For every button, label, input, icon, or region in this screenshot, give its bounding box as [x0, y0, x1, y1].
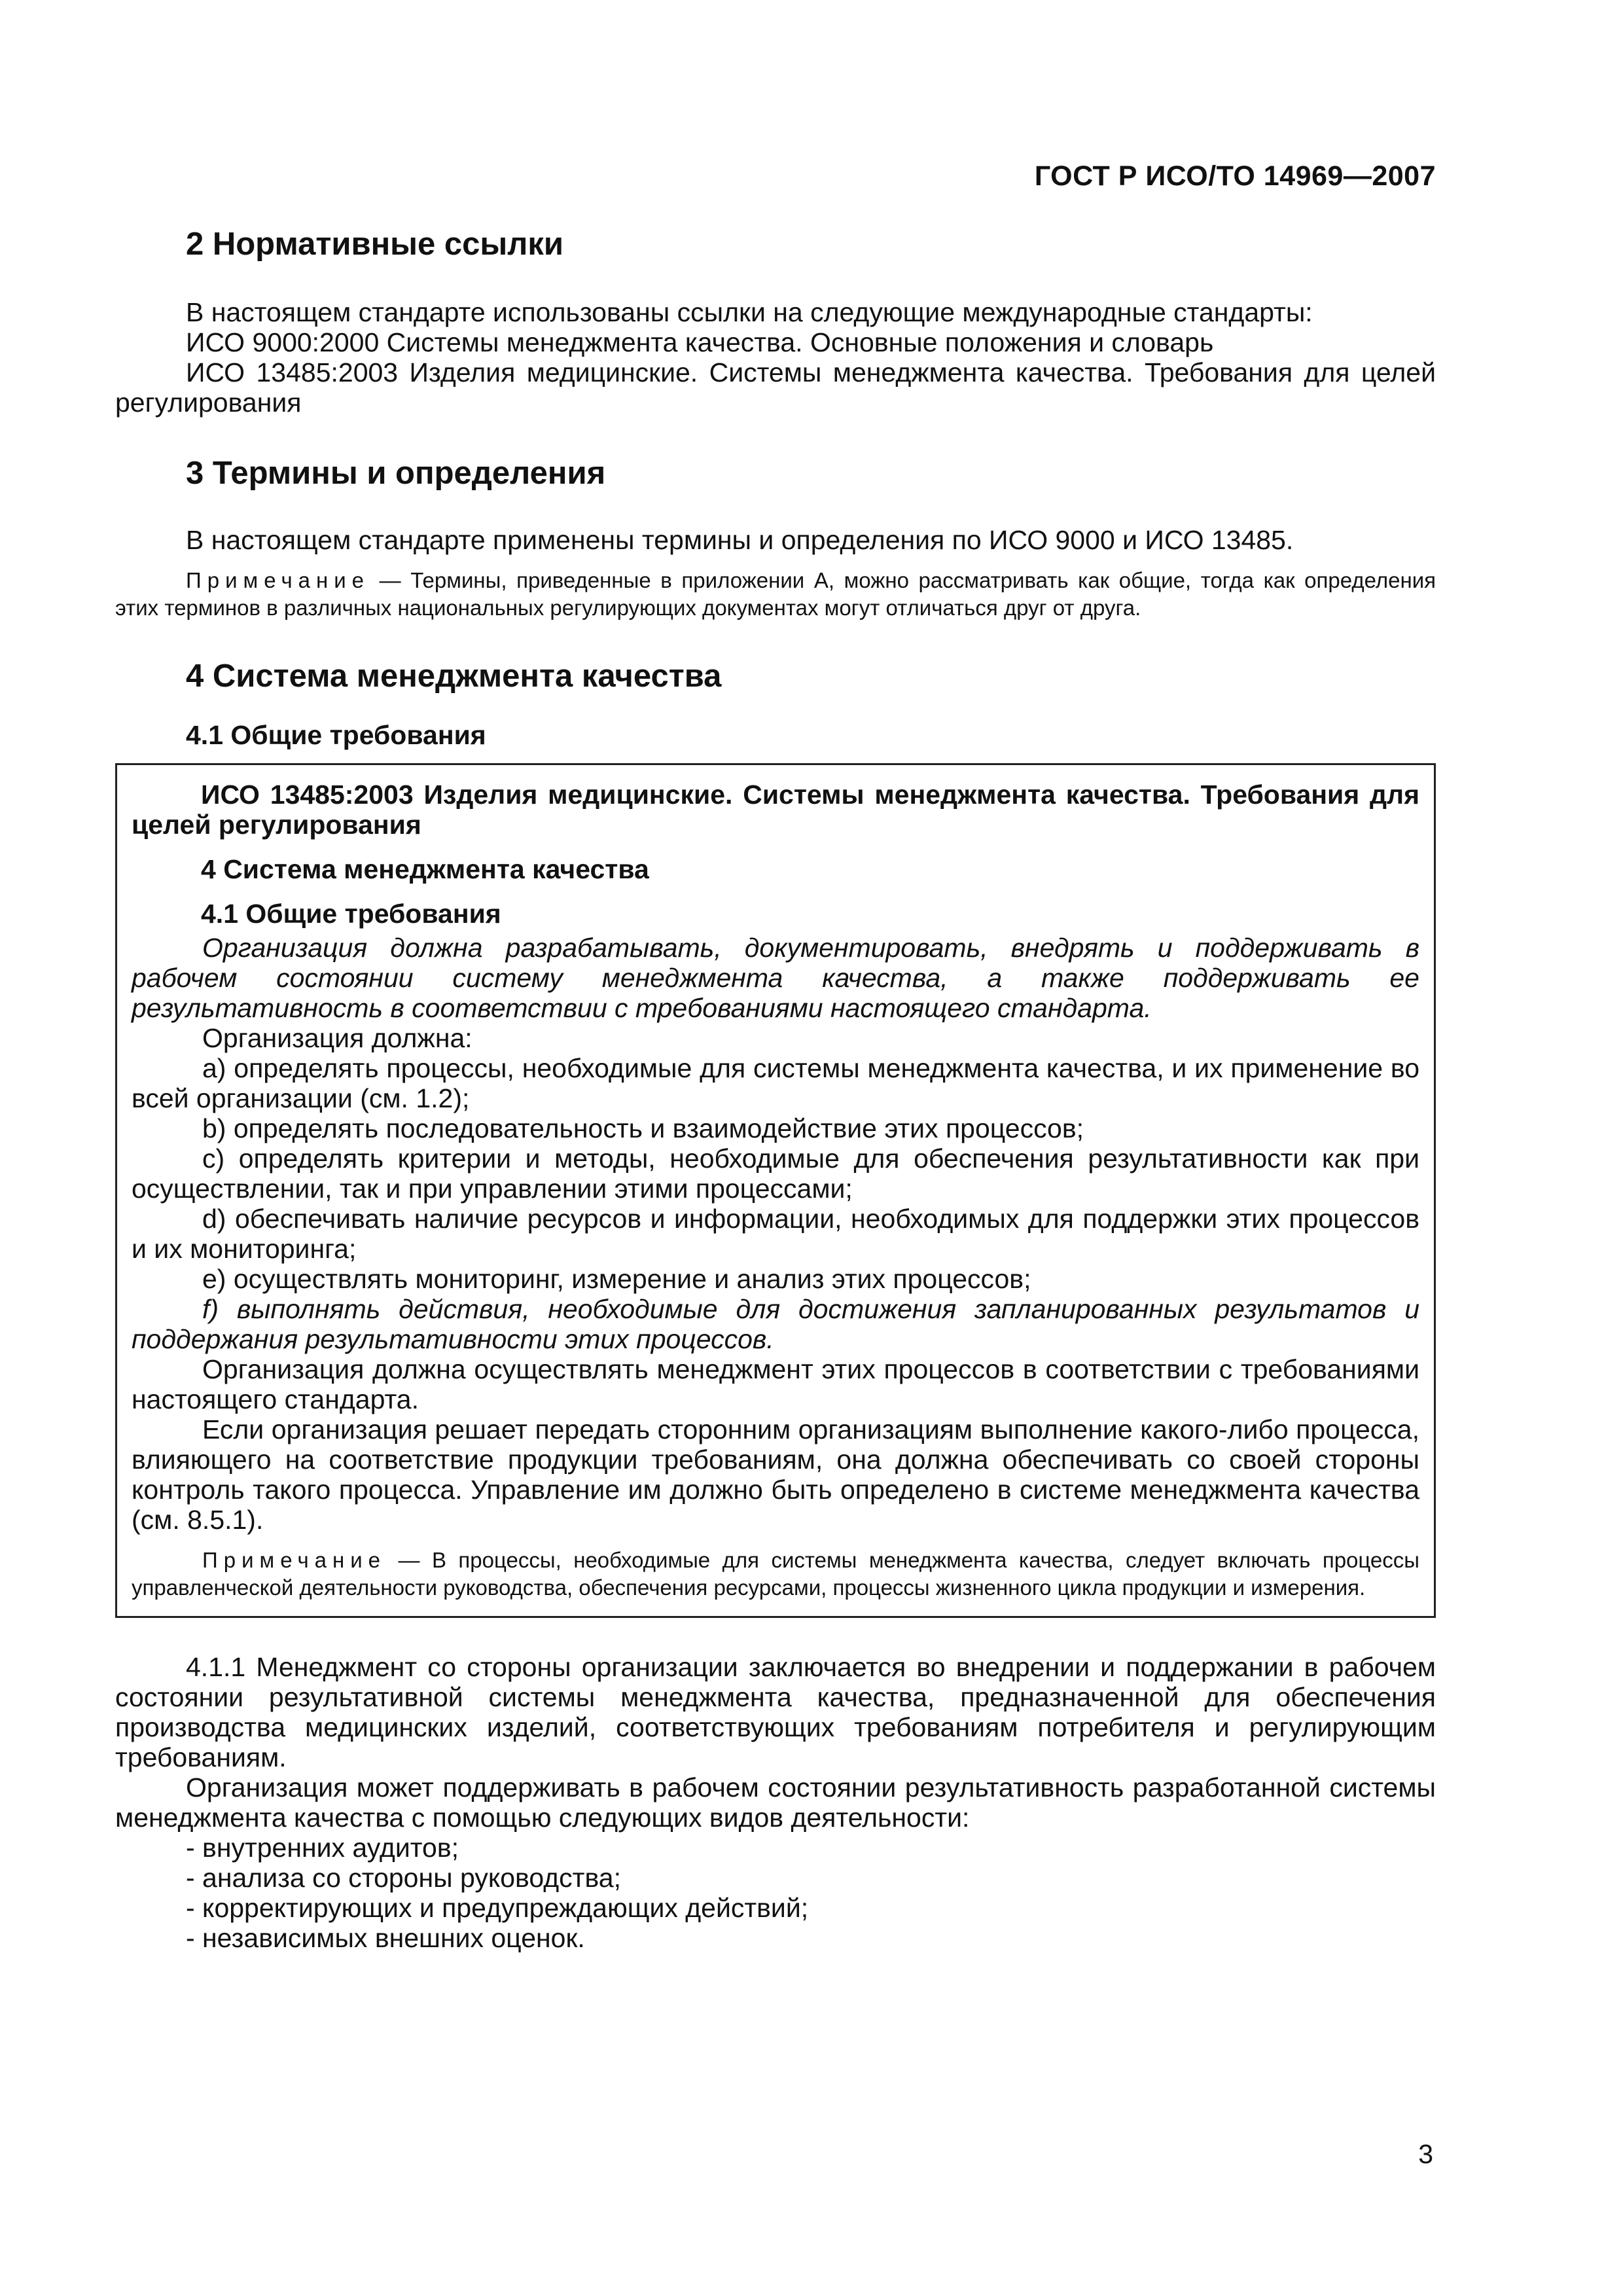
box-item: a) определять процессы, необходимые для системы менеджмента качества, и их применение во всей организации (см. 1.2); — [132, 1053, 1419, 1113]
section-4-1-title: 4.1 Общие требования — [186, 720, 486, 750]
section-2-line: В настоящем стандарте использованы ссылки на следующие международные стандарты: — [186, 297, 1313, 327]
section-3-note — [115, 567, 1436, 622]
page-number: 3 — [1418, 2139, 1433, 2169]
box-must: Организация должна: — [202, 1023, 473, 1053]
box-item: d) обеспечивать наличие ресурсов и информации, необходимых для поддержки этих процессов и их мониторинга; — [132, 1204, 1419, 1264]
box-heading-4: 4 Система менеджмента качества — [201, 854, 649, 884]
box-heading-4-1: 4.1 Общие требования — [201, 899, 501, 929]
section-2-line: ИСО 13485:2003 Изделия медицинские. Системы менеджмента качества. Требования для целей регулирования — [115, 357, 1436, 418]
note-text: — Термины, приведенные в приложении А, можно рассматривать как общие, тогда как определения этих терминов в различных национальных регулирующих документах могут отличаться друг от друга. — [115, 568, 1436, 620]
note-label: Примечание — [186, 568, 370, 592]
section-2-line: ИСО 9000:2000 Системы менеджмента качества. Основные положения и словарь — [186, 327, 1214, 357]
section-4-title: 4 Система менеджмента качества — [186, 658, 722, 694]
note-text: — В процессы, необходимые для системы менеджмента качества, следует включать процессы управленческой деятельности руководства, обеспечения ресурсами, процессы жизненного цикла продукции и измерения. — [132, 1548, 1419, 1600]
box-item: e) осуществлять мониторинг, измерение и анализ этих процессов; — [202, 1264, 1031, 1294]
list-item: - внутренних аудитов; — [186, 1833, 459, 1863]
box-item-f: f) выполнять действия, необходимые для достижения запланированных результатов и поддержания результативности этих процессов. — [132, 1294, 1419, 1354]
section-4-1-1-para: 4.1.1 Менеджмент со стороны организации заключается во внедрении и поддержании в рабочем состоянии результативной системы менеджмента качества, предназначенной для обеспечения производства медицинских изделий, соответствующих требованиям потребителя и регулирующим требованиям. — [115, 1652, 1436, 1772]
section-2-title: 2 Нормативные ссылки — [186, 226, 563, 262]
box-paragraph: Организация должна осуществлять менеджмент этих процессов в соответствии с требованиями настоящего стандарта. — [132, 1354, 1419, 1414]
section-3-title: 3 Термины и определения — [186, 456, 606, 491]
document-header-id: ГОСТ Р ИСО/ТО 14969—2007 — [1034, 160, 1436, 192]
box-paragraph: Если организация решает передать сторонним организациям выполнение какого-либо процесса, влияющего на соответствие продукции требованиям, она должна обеспечивать со своей стороны контроль такого процесса. Управление им должно быть определено в системе менеджмента качества (см. 8.5.1). — [132, 1414, 1419, 1535]
list-item: - независимых внешних оценок. — [186, 1923, 585, 1953]
box-title: ИСО 13485:2003 Изделия медицинские. Системы менеджмента качества. Требования для целей регулирования — [132, 780, 1419, 840]
section-4-1-1-para: Организация может поддерживать в рабочем состоянии результативность разработанной системы менеджмента качества с помощью следующих видов деятельности: — [115, 1772, 1436, 1833]
box-item: b) определять последовательность и взаимодействие этих процессов; — [202, 1113, 1084, 1143]
note-label: Примечание — [202, 1548, 387, 1572]
document-body — [115, 226, 1436, 1953]
section-3-text: В настоящем стандарте применены термины и определения по ИСО 9000 и ИСО 13485. — [186, 525, 1294, 555]
box-note — [132, 1547, 1419, 1602]
box-intro: Организация должна разрабатывать, документировать, внедрять и поддерживать в рабочем состоянии систему менеджмента качества, а также поддерживать ее результативность в соответствии с требованиями настоящего стандарта. — [132, 933, 1419, 1023]
list-item: - корректирующих и предупреждающих действий; — [186, 1893, 809, 1923]
box-item: c) определять критерии и методы, необходимые для обеспечения результативности как при осуществлении, так и при управлении этими процессами; — [132, 1143, 1419, 1204]
quoted-standard-box — [115, 763, 1436, 1618]
list-item: - анализа со стороны руководства; — [186, 1863, 621, 1893]
